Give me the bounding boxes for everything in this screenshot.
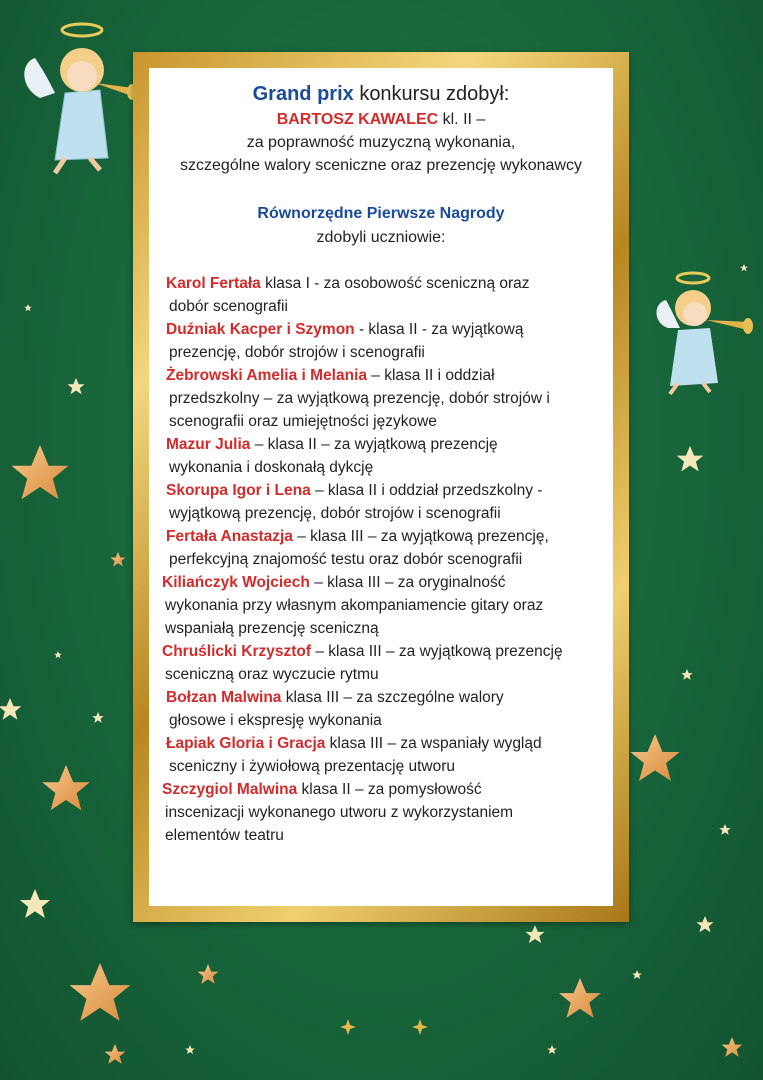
- award-entry: [162, 571, 505, 594]
- star-icon: [42, 765, 90, 810]
- award-entry-desc-cont: przedszkolny – za wyjątkową prezencję, dobór strojów i: [169, 390, 550, 407]
- award-entry-desc-cont: scenografii oraz umiejętności językowe: [169, 413, 437, 430]
- award-entry-name: Żebrowski Amelia i Melania: [166, 367, 367, 384]
- award-entry-name: Karol Fertała: [166, 275, 261, 292]
- angel-trumpet-illustration: [20, 18, 140, 178]
- star-icon: [110, 552, 125, 566]
- award-entry-desc-cont: perfekcyjną znajomość testu oraz dobór scenografii: [169, 551, 523, 568]
- star-icon: [67, 378, 84, 394]
- star-icon: [70, 963, 131, 1021]
- award-entry: [166, 686, 504, 709]
- award-entry-desc-cont: dobór scenografii: [169, 298, 288, 315]
- award-entry-name: Chruślicki Krzysztof: [162, 643, 312, 660]
- award-entry: [166, 525, 549, 548]
- sparkle-icon: [340, 1019, 356, 1035]
- award-entry: [166, 479, 542, 502]
- star-icon: [677, 446, 704, 471]
- star-icon: [105, 1044, 126, 1064]
- award-entry-desc: – klasa II – za wyjątkową prezencję: [250, 436, 498, 453]
- star-icon: [24, 304, 32, 311]
- award-entry-desc: klasa III – za szczególne walory: [281, 689, 504, 706]
- award-entry-desc: klasa III – za wspaniały wygląd: [325, 735, 542, 752]
- award-entry: [162, 778, 482, 801]
- award-entry-desc-cont: prezencję, dobór strojów i scenografii: [169, 344, 425, 361]
- grand-prix-winner: [149, 111, 613, 129]
- grand-prix-title-rest: konkursu zdobył:: [359, 83, 510, 105]
- award-entry: [166, 364, 495, 387]
- award-entry: [166, 732, 542, 755]
- star-icon: [632, 970, 642, 979]
- award-entry: [166, 318, 523, 341]
- award-card: [149, 68, 613, 906]
- grand-prix-heading: [149, 83, 613, 106]
- award-entry-name: Fertała Anastazja: [166, 528, 293, 545]
- award-entry-desc-cont: wspaniałą prezencję sceniczną: [165, 620, 379, 637]
- award-entry-desc-cont: wykonania przy własnym akompaniamencie gitary oraz: [165, 597, 544, 614]
- grand-prix-title: Grand prix: [252, 83, 354, 105]
- award-entry: [166, 272, 530, 295]
- award-entry-name: Mazur Julia: [166, 436, 251, 453]
- star-icon: [681, 669, 692, 680]
- award-entry-desc-cont: sceniczną oraz wyczucie rytmu: [165, 666, 379, 683]
- star-icon: [526, 925, 545, 943]
- award-entry-desc: – klasa III – za oryginalność: [309, 574, 506, 591]
- award-entry-desc: – klasa III – za wyjątkową prezencję: [311, 643, 563, 660]
- star-icon: [547, 1045, 557, 1054]
- award-entry-desc: klasa II – za pomysłowość: [297, 781, 482, 798]
- section-title: Równorzędne Pierwsze Nagrody: [257, 205, 505, 222]
- sparkle-icon: [412, 1019, 428, 1035]
- award-entry-desc-cont: inscenizacji wykonanego utworu z wykorzystaniem: [165, 804, 514, 821]
- award-entry-desc: - klasa II - za wyjątkową: [354, 321, 524, 338]
- star-icon: [54, 651, 62, 658]
- winner-name: BARTOSZ KAWALEC: [276, 111, 439, 128]
- star-icon: [12, 445, 69, 499]
- award-entry-name: Szczygiol Malwina: [162, 781, 298, 798]
- award-entry-desc: – klasa II i oddział przedszkolny -: [310, 482, 543, 499]
- section-subtitle: zdobyli uczniowie:: [316, 229, 446, 246]
- award-entry: [166, 433, 498, 456]
- award-entry-desc: – klasa III – za wyjątkową prezencję,: [292, 528, 549, 545]
- award-entry: [162, 640, 563, 663]
- award-entry-name: Duźniak Kacper i Szymon: [166, 321, 355, 338]
- award-entry-desc-cont: wykonania i doskonałą dykcję: [169, 459, 374, 476]
- winner-class: kl. II –: [442, 111, 486, 128]
- award-entry-name: Skorupa Igor i Lena: [166, 482, 311, 499]
- star-icon: [696, 916, 713, 932]
- award-entry-desc-cont: elementów teatru: [165, 827, 284, 844]
- star-icon: [20, 889, 50, 918]
- star-icon: [0, 698, 21, 720]
- award-entry-desc-cont: głosowe i ekspresję wykonania: [169, 712, 382, 729]
- star-icon: [722, 1037, 743, 1057]
- award-entry-name: Łapiak Gloria i Gracja: [166, 735, 326, 752]
- grand-prix-reason-1: za poprawność muzyczną wykonania,: [246, 134, 516, 151]
- award-entry-desc: – klasa II i oddział: [367, 367, 495, 384]
- star-icon: [198, 964, 219, 984]
- award-entry-desc: klasa I - za osobowość sceniczną oraz: [260, 275, 530, 292]
- star-icon: [559, 978, 601, 1018]
- angel-trumpet-illustration: [648, 268, 763, 398]
- award-entry-name: Bołzan Malwina: [166, 689, 282, 706]
- star-icon: [185, 1045, 195, 1054]
- star-icon: [92, 712, 103, 723]
- award-entry-desc-cont: wyjątkową prezencję, dobór strojów i scenografii: [169, 505, 501, 522]
- star-icon: [719, 824, 730, 835]
- award-entry-name: Kiliańczyk Wojciech: [162, 574, 310, 591]
- star-icon: [630, 734, 679, 781]
- grand-prix-reason-2: szczególne walory sceniczne oraz prezencję wykonawcy: [180, 157, 582, 174]
- award-entry-desc-cont: sceniczny i żywiołową prezentację utworu: [169, 758, 456, 775]
